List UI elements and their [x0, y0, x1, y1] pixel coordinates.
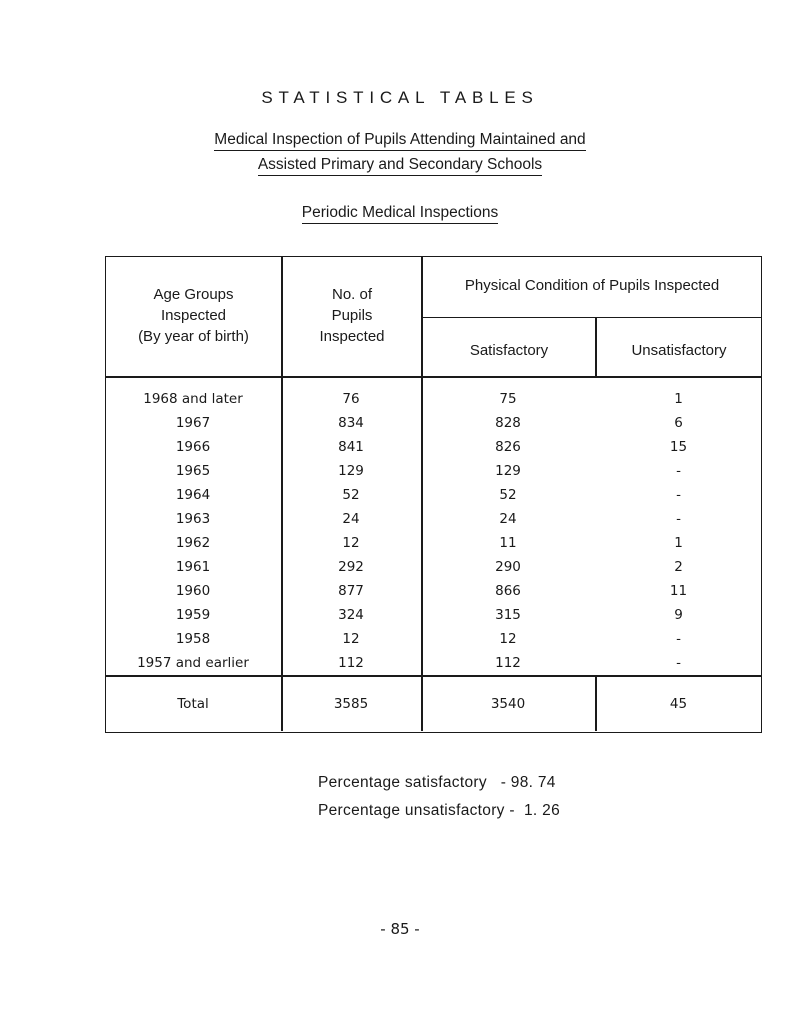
total-label: Total — [177, 696, 209, 712]
subheader-divider — [421, 317, 762, 318]
page-title: STATISTICAL TABLES — [261, 88, 539, 107]
subtitle-line-1-text: Medical Inspection of Pupils Attending Maintained and — [214, 131, 585, 151]
satisfactory-cell: 112 — [495, 655, 521, 671]
section-title-text: Periodic Medical Inspections — [302, 204, 498, 224]
pupils-cell: 834 — [338, 415, 364, 431]
pupils-cell: 24 — [342, 511, 360, 527]
satisfactory-cell: 866 — [495, 583, 521, 599]
pupils-header-line-3: Inspected — [319, 328, 385, 345]
total-unsatisfactory: 45 — [669, 696, 688, 712]
satisfactory-cell: 315 — [495, 607, 521, 623]
page-number: - 85 - — [380, 920, 420, 938]
age-groups-header — [106, 284, 281, 347]
age-cell: 1967 — [175, 415, 211, 431]
age-cell: 1965 — [175, 463, 211, 479]
subtitle-line-2-text: Assisted Primary and Secondary Schools — [258, 156, 542, 176]
percentage-unsatisfactory-sep: - — [509, 802, 515, 819]
pupils-cell: 877 — [338, 583, 364, 599]
satisfactory-cell: 129 — [495, 463, 521, 479]
unsatisfactory-header: Unsatisfactory — [631, 342, 727, 359]
satisfactory-cell: 826 — [495, 439, 521, 455]
age-cell: 1961 — [175, 559, 211, 575]
pupils-cell: 12 — [342, 631, 360, 647]
age-header-line-3: (By year of birth) — [138, 328, 249, 345]
table-row — [105, 651, 762, 675]
table-row — [105, 483, 762, 507]
subtitle-line-1 — [0, 131, 800, 151]
age-cell: 1959 — [175, 607, 211, 623]
table-row — [105, 531, 762, 555]
percentage-unsatisfactory — [318, 802, 560, 820]
pupils-cell: 841 — [338, 439, 364, 455]
age-cell: 1964 — [175, 487, 211, 503]
unsatisfactory-cell: 2 — [674, 559, 683, 575]
satisfactory-cell: 12 — [499, 631, 517, 647]
unsatisfactory-cell: 11 — [669, 583, 688, 599]
pupils-cell: 324 — [338, 607, 364, 623]
total-satisfactory: 3540 — [490, 696, 526, 712]
unsatisfactory-cell: 6 — [674, 415, 683, 431]
age-cell: 1957 and earlier — [137, 655, 249, 671]
unsatisfactory-cell: - — [676, 631, 681, 647]
header-divider — [106, 376, 761, 378]
age-cell: 1958 — [175, 631, 211, 647]
table-row — [105, 459, 762, 483]
age-cell: 1960 — [175, 583, 211, 599]
percentage-satisfactory — [318, 774, 556, 792]
unsatisfactory-cell: - — [676, 511, 681, 527]
age-cell: 1966 — [175, 439, 211, 455]
unsatisfactory-cell: 1 — [674, 391, 683, 407]
pupils-cell: 129 — [338, 463, 364, 479]
percentage-satisfactory-label: Percentage satisfactory — [318, 774, 487, 791]
subtitle-line-2 — [0, 156, 800, 176]
percentage-satisfactory-sep: - — [500, 774, 507, 791]
table-row — [105, 507, 762, 531]
satisfactory-cell: 290 — [495, 559, 521, 575]
pupils-cell: 76 — [342, 391, 360, 407]
satisfactory-cell: 75 — [499, 391, 517, 407]
table-row — [105, 627, 762, 651]
physical-condition-header: Physical Condition of Pupils Inspected — [464, 277, 720, 294]
satisfactory-cell: 52 — [499, 487, 517, 503]
table-row — [105, 387, 762, 411]
table-row — [105, 603, 762, 627]
satisfactory-cell: 828 — [495, 415, 521, 431]
table-row — [105, 411, 762, 435]
age-cell: 1968 and later — [143, 391, 243, 407]
age-cell: 1962 — [175, 535, 211, 551]
unsatisfactory-cell: 9 — [674, 607, 683, 623]
table-row — [105, 579, 762, 603]
pupils-header — [282, 284, 422, 347]
section-title — [0, 204, 800, 224]
pupils-header-line-1: No. of — [331, 286, 373, 303]
percentage-unsatisfactory-label: Percentage unsatisfactory — [318, 802, 505, 819]
age-header-line-1: Age Groups — [153, 286, 234, 303]
pupils-cell: 52 — [342, 487, 360, 503]
unsatisfactory-cell: - — [676, 463, 681, 479]
satisfactory-header: Satisfactory — [469, 342, 549, 359]
total-row — [105, 692, 762, 716]
percentage-unsatisfactory-value: 1. 26 — [524, 802, 560, 819]
age-cell: 1963 — [175, 511, 211, 527]
pupils-header-line-2: Pupils — [331, 307, 373, 324]
pupils-cell: 292 — [338, 559, 364, 575]
table-row — [105, 555, 762, 579]
total-pupils: 3585 — [333, 696, 369, 712]
unsatisfactory-cell: - — [676, 487, 681, 503]
table-row — [105, 435, 762, 459]
pupils-cell: 112 — [338, 655, 364, 671]
total-divider — [106, 675, 761, 677]
unsatisfactory-cell: - — [676, 655, 681, 671]
satisfactory-cell: 11 — [499, 535, 517, 551]
age-header-line-2: Inspected — [160, 307, 227, 324]
percentage-satisfactory-value: 98. 74 — [510, 774, 556, 791]
unsatisfactory-cell: 15 — [669, 439, 688, 455]
unsatisfactory-cell: 1 — [674, 535, 683, 551]
pupils-cell: 12 — [342, 535, 360, 551]
satisfactory-cell: 24 — [499, 511, 517, 527]
